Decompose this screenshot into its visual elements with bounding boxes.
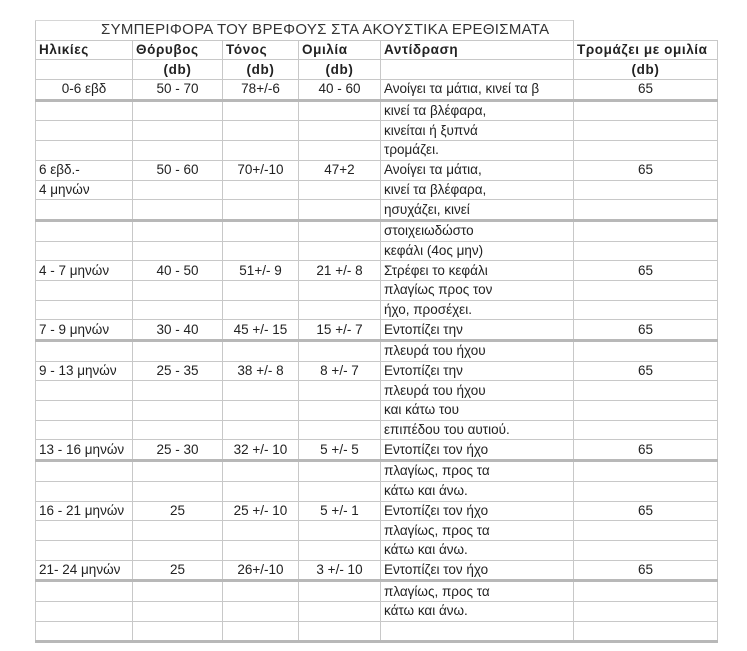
cell-tone[interactable] <box>223 521 299 541</box>
cell-startle[interactable] <box>574 121 718 141</box>
table-row <box>36 481 718 501</box>
cell-tone[interactable] <box>223 381 299 401</box>
cell-noise[interactable] <box>133 100 223 121</box>
cell-startle[interactable] <box>574 481 718 501</box>
cell-startle[interactable]: 65 <box>574 440 718 461</box>
cell-age[interactable]: 9 - 13 μηνών <box>36 361 133 381</box>
cell-speech[interactable] <box>299 300 381 320</box>
cell-startle[interactable]: 65 <box>574 160 718 180</box>
cell-startle[interactable] <box>574 280 718 300</box>
cell-speech[interactable] <box>299 241 381 261</box>
cell-noise[interactable] <box>133 540 223 560</box>
cell-noise[interactable] <box>133 481 223 501</box>
cell-noise[interactable]: 30 - 40 <box>133 320 223 341</box>
cell-reaction[interactable] <box>381 621 574 642</box>
header-startle[interactable]: Τρομάζει με ομιλία <box>574 40 718 60</box>
cell-noise[interactable] <box>133 420 223 440</box>
cell-noise[interactable]: 25 <box>133 560 223 581</box>
cell-tone[interactable] <box>223 180 299 200</box>
cell[interactable] <box>574 21 718 41</box>
cell-noise[interactable] <box>133 220 223 241</box>
units-row <box>36 60 718 80</box>
cell-noise[interactable] <box>133 121 223 141</box>
cell-noise[interactable] <box>133 280 223 300</box>
table-row <box>36 141 718 161</box>
cell-tone[interactable]: 26+/-10 <box>223 560 299 581</box>
cell-age[interactable] <box>36 381 133 401</box>
cell-tone[interactable] <box>223 481 299 501</box>
cell-age[interactable] <box>36 121 133 141</box>
cell-tone[interactable]: 78+/-6 <box>223 80 299 101</box>
cell-startle[interactable] <box>574 521 718 541</box>
cell-startle[interactable] <box>574 581 718 602</box>
table-row <box>36 361 718 381</box>
cell-speech[interactable] <box>299 481 381 501</box>
table-row <box>36 341 718 362</box>
table-row <box>36 560 718 581</box>
cell-noise[interactable]: 25 <box>133 501 223 521</box>
cell-noise[interactable] <box>133 180 223 200</box>
cell-age[interactable] <box>36 621 133 642</box>
cell-startle[interactable] <box>574 180 718 200</box>
cell-startle[interactable] <box>574 141 718 161</box>
unit-reaction[interactable] <box>381 60 574 80</box>
cell-age[interactable] <box>36 100 133 121</box>
cell-speech[interactable]: 5 +/- 5 <box>299 440 381 461</box>
cell-tone[interactable] <box>223 581 299 602</box>
header-noise[interactable]: Θόρυβος <box>133 40 223 60</box>
cell-tone[interactable] <box>223 461 299 482</box>
cell-tone[interactable]: 38 +/- 8 <box>223 361 299 381</box>
cell-startle[interactable]: 65 <box>574 80 718 101</box>
cell-noise[interactable] <box>133 200 223 221</box>
cell-startle[interactable] <box>574 461 718 482</box>
cell-tone[interactable] <box>223 100 299 121</box>
cell-noise[interactable]: 50 - 60 <box>133 160 223 180</box>
cell-reaction[interactable]: ησυχάζει, κινεί <box>381 200 574 221</box>
title-row <box>36 21 718 41</box>
cell-reaction[interactable]: τρομάζει. <box>381 141 574 161</box>
cell-age[interactable]: 0-6 εβδ <box>36 80 133 101</box>
cell-startle[interactable]: 65 <box>574 361 718 381</box>
cell-reaction[interactable]: Ανοίγει τα μάτια, κινεί τα β <box>381 80 574 101</box>
cell-noise[interactable] <box>133 141 223 161</box>
table-row <box>36 521 718 541</box>
cell-speech[interactable] <box>299 621 381 642</box>
cell-tone[interactable] <box>223 420 299 440</box>
cell-startle[interactable]: 65 <box>574 501 718 521</box>
cell-reaction[interactable]: Στρέφει το κεφάλι <box>381 261 574 281</box>
cell-reaction[interactable]: πλαγίως προς τον <box>381 280 574 300</box>
cell-speech[interactable] <box>299 100 381 121</box>
cell-startle[interactable] <box>574 621 718 642</box>
cell-reaction[interactable]: πλευρά του ήχου <box>381 381 574 401</box>
table-row <box>36 440 718 461</box>
cell-age[interactable] <box>36 601 133 621</box>
cell-age[interactable] <box>36 341 133 362</box>
cell-speech[interactable]: 47+2 <box>299 160 381 180</box>
cell-reaction[interactable]: πλευρά του ήχου <box>381 341 574 362</box>
cell-tone[interactable] <box>223 341 299 362</box>
cell-noise[interactable] <box>133 300 223 320</box>
cell-age[interactable] <box>36 481 133 501</box>
cell-speech[interactable] <box>299 280 381 300</box>
cell-tone[interactable] <box>223 220 299 241</box>
header-tone[interactable]: Τόνος <box>223 40 299 60</box>
cell-reaction[interactable]: Εντοπίζει τον ήχο <box>381 560 574 581</box>
cell-startle[interactable]: 65 <box>574 560 718 581</box>
cell-startle[interactable] <box>574 601 718 621</box>
cell-startle[interactable] <box>574 401 718 421</box>
cell-noise[interactable] <box>133 381 223 401</box>
cell-speech[interactable] <box>299 220 381 241</box>
cell-speech[interactable] <box>299 180 381 200</box>
header-age[interactable]: Ηλικίες <box>36 40 133 60</box>
cell-tone[interactable]: 32 +/- 10 <box>223 440 299 461</box>
cell-noise[interactable] <box>133 521 223 541</box>
cell-tone[interactable]: 51+/- 9 <box>223 261 299 281</box>
cell-tone[interactable] <box>223 280 299 300</box>
table-row <box>36 320 718 341</box>
table-row <box>36 540 718 560</box>
cell-noise[interactable]: 25 - 35 <box>133 361 223 381</box>
cell-age[interactable] <box>36 540 133 560</box>
cell-tone[interactable] <box>223 621 299 642</box>
cell-speech[interactable] <box>299 581 381 602</box>
table-row <box>36 501 718 521</box>
cell-tone[interactable] <box>223 300 299 320</box>
unit-startle[interactable]: (db) <box>574 60 718 80</box>
cell-reaction[interactable]: κινεί τα βλέφαρα, <box>381 180 574 200</box>
cell-speech[interactable] <box>299 401 381 421</box>
cell-speech[interactable] <box>299 381 381 401</box>
cell-speech[interactable]: 5 +/- 1 <box>299 501 381 521</box>
spreadsheet-table <box>35 20 718 643</box>
table-row <box>36 241 718 261</box>
cell-speech[interactable]: 8 +/- 7 <box>299 361 381 381</box>
cell-startle[interactable] <box>574 100 718 121</box>
cell-age[interactable] <box>36 420 133 440</box>
cell-reaction[interactable]: κινείται ή ξυπνά <box>381 121 574 141</box>
table-row <box>36 200 718 221</box>
table-row <box>36 581 718 602</box>
header-reaction[interactable]: Αντίδραση <box>381 40 574 60</box>
cell-age[interactable]: 16 - 21 μηνών <box>36 501 133 521</box>
cell-age[interactable] <box>36 141 133 161</box>
cell-reaction[interactable]: επιπέδου του αυτιού. <box>381 420 574 440</box>
cell-tone[interactable]: 70+/-10 <box>223 160 299 180</box>
table-row <box>36 80 718 101</box>
unit-tone[interactable]: (db) <box>223 60 299 80</box>
cell-reaction[interactable]: Εντοπίζει τον ήχο <box>381 501 574 521</box>
cell-age[interactable]: 4 μηνών <box>36 180 133 200</box>
cell-speech[interactable] <box>299 141 381 161</box>
cell-speech[interactable]: 15 +/- 7 <box>299 320 381 341</box>
cell-reaction[interactable]: και κάτω του <box>381 401 574 421</box>
table-row <box>36 300 718 320</box>
cell-tone[interactable] <box>223 401 299 421</box>
cell-age[interactable]: 6 εβδ.- <box>36 160 133 180</box>
table-row <box>36 160 718 180</box>
cell-noise[interactable] <box>133 581 223 602</box>
cell-age[interactable] <box>36 241 133 261</box>
cell-startle[interactable]: 65 <box>574 261 718 281</box>
cell-startle[interactable] <box>574 200 718 221</box>
cell-tone[interactable] <box>223 121 299 141</box>
cell-noise[interactable]: 25 - 30 <box>133 440 223 461</box>
cell-age[interactable] <box>36 220 133 241</box>
cell-tone[interactable] <box>223 141 299 161</box>
cell-reaction[interactable]: πλαγίως, προς τα <box>381 581 574 602</box>
cell-speech[interactable] <box>299 420 381 440</box>
cell-reaction[interactable]: κάτω και άνω. <box>381 481 574 501</box>
cell-tone[interactable]: 45 +/- 15 <box>223 320 299 341</box>
cell-reaction[interactable]: κεφάλι (4ος μην) <box>381 241 574 261</box>
cell-reaction[interactable]: Εντοπίζει τον ήχο <box>381 440 574 461</box>
cell-reaction[interactable]: κινεί τα βλέφαρα, <box>381 100 574 121</box>
table-row <box>36 621 718 642</box>
cell-startle[interactable] <box>574 241 718 261</box>
cell-tone[interactable] <box>223 601 299 621</box>
table-row <box>36 280 718 300</box>
cell-age[interactable] <box>36 300 133 320</box>
cell-noise[interactable] <box>133 241 223 261</box>
cell-reaction[interactable]: πλαγίως, προς τα <box>381 461 574 482</box>
cell-speech[interactable] <box>299 601 381 621</box>
cell-speech[interactable] <box>299 200 381 221</box>
cell-startle[interactable] <box>574 341 718 362</box>
cell-tone[interactable]: 25 +/- 10 <box>223 501 299 521</box>
unit-noise[interactable]: (db) <box>133 60 223 80</box>
cell-speech[interactable] <box>299 121 381 141</box>
cell-noise[interactable] <box>133 601 223 621</box>
cell-age[interactable]: 13 - 16 μηνών <box>36 440 133 461</box>
cell-reaction[interactable]: κάτω και άνω. <box>381 540 574 560</box>
table-row <box>36 261 718 281</box>
cell-noise[interactable] <box>133 401 223 421</box>
cell-speech[interactable] <box>299 521 381 541</box>
cell-age[interactable]: 7 - 9 μηνών <box>36 320 133 341</box>
cell-noise[interactable]: 50 - 70 <box>133 80 223 101</box>
cell-startle[interactable] <box>574 300 718 320</box>
cell-reaction[interactable]: Εντοπίζει την <box>381 361 574 381</box>
cell-speech[interactable]: 3 +/- 10 <box>299 560 381 581</box>
table-row <box>36 601 718 621</box>
cell-noise[interactable] <box>133 621 223 642</box>
table-row <box>36 180 718 200</box>
cell-reaction[interactable]: στοιχειωδώστο <box>381 220 574 241</box>
cell-age[interactable]: 4 - 7 μηνών <box>36 261 133 281</box>
cell-noise[interactable] <box>133 341 223 362</box>
table-row <box>36 100 718 121</box>
cell-startle[interactable] <box>574 540 718 560</box>
table-title[interactable]: ΣΥΜΠΕΡΙΦΟΡΑ ΤΟΥ ΒΡΕΦΟΥΣ ΣΤΑ ΑΚΟΥΣΤΙΚΑ ΕΡΕΘΙΣΜΑΤΑ <box>36 21 574 41</box>
cell-age[interactable] <box>36 461 133 482</box>
unit-age[interactable] <box>36 60 133 80</box>
cell-tone[interactable] <box>223 241 299 261</box>
cell-age[interactable]: 21- 24 μηνών <box>36 560 133 581</box>
cell-startle[interactable] <box>574 220 718 241</box>
cell-reaction[interactable]: Εντοπίζει την <box>381 320 574 341</box>
cell-tone[interactable] <box>223 200 299 221</box>
cell-reaction[interactable]: Ανοίγει τα μάτια, <box>381 160 574 180</box>
cell-age[interactable] <box>36 581 133 602</box>
table-row <box>36 420 718 440</box>
cell-reaction[interactable]: ήχο, προσέχει. <box>381 300 574 320</box>
cell-speech[interactable] <box>299 461 381 482</box>
cell-startle[interactable]: 65 <box>574 320 718 341</box>
cell-reaction[interactable]: πλαγίως, προς τα <box>381 521 574 541</box>
table-row <box>36 121 718 141</box>
table-row <box>36 381 718 401</box>
cell-speech[interactable] <box>299 341 381 362</box>
header-speech[interactable]: Ομιλία <box>299 40 381 60</box>
table-row <box>36 401 718 421</box>
cell-reaction[interactable]: κάτω και άνω. <box>381 601 574 621</box>
cell-noise[interactable]: 40 - 50 <box>133 261 223 281</box>
cell-startle[interactable] <box>574 381 718 401</box>
cell-age[interactable] <box>36 200 133 221</box>
cell-startle[interactable] <box>574 420 718 440</box>
cell-age[interactable] <box>36 280 133 300</box>
cell-tone[interactable] <box>223 540 299 560</box>
cell-age[interactable] <box>36 521 133 541</box>
cell-age[interactable] <box>36 401 133 421</box>
cell-speech[interactable]: 21 +/- 8 <box>299 261 381 281</box>
cell-speech[interactable] <box>299 540 381 560</box>
cell-speech[interactable]: 40 - 60 <box>299 80 381 101</box>
table-row <box>36 461 718 482</box>
table-row <box>36 220 718 241</box>
cell-noise[interactable] <box>133 461 223 482</box>
header-row <box>36 40 718 60</box>
unit-speech[interactable]: (db) <box>299 60 381 80</box>
